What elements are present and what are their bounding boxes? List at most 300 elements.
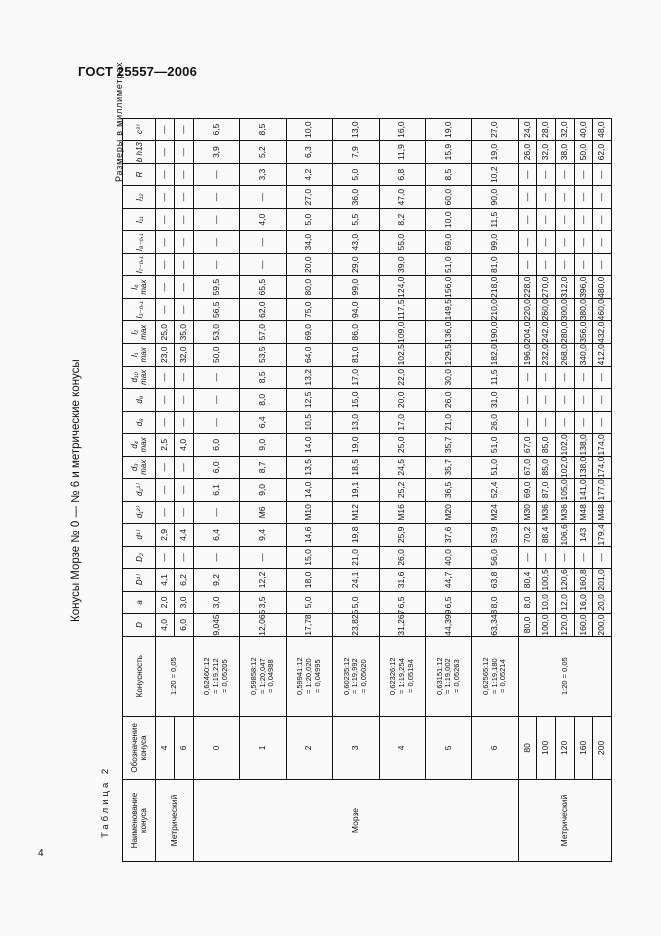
value-cell: — — [556, 411, 575, 434]
metric-small-group: Метрический — [156, 780, 193, 862]
value-cell: — — [574, 366, 593, 389]
value-cell: 380,0 — [574, 298, 593, 321]
value-cell: 27,0 — [472, 118, 518, 141]
value-cell: 23,825 — [333, 614, 379, 637]
value-cell: — — [537, 163, 556, 186]
value-cell: 48,0 — [593, 118, 612, 141]
morse-taper: 0,62460:12 = 1:19,212 = 0,05205 — [193, 636, 239, 716]
value-cell: — — [156, 118, 175, 141]
value-cell: 412,0 — [593, 344, 612, 367]
value-cell: 17,0 — [333, 366, 379, 389]
value-cell: 6,5 — [425, 591, 471, 614]
value-cell: 35,0 — [175, 321, 194, 344]
value-cell: 3,9 — [193, 141, 239, 164]
value-cell: 220,0 — [518, 298, 537, 321]
value-cell: 100,5 — [537, 569, 556, 592]
value-cell: 160,8 — [574, 569, 593, 592]
symbol-row — [123, 96, 156, 862]
value-cell: 12,2 — [240, 569, 286, 592]
symbol-cell: d₄ max — [123, 434, 156, 457]
value-cell: 9,0 — [240, 479, 286, 502]
value-cell: 3,5 — [240, 591, 286, 614]
value-cell: — — [593, 208, 612, 231]
value-cell: 26,0 — [379, 546, 425, 569]
value-cell: 69,0 — [518, 479, 537, 502]
value-cell: 50,0 — [574, 141, 593, 164]
value-cell: — — [175, 298, 194, 321]
value-cell: 138,0 — [574, 434, 593, 457]
cone-designation: 4 — [379, 716, 425, 779]
value-cell: 43,0 — [333, 231, 379, 254]
value-cell: 32,0 — [537, 141, 556, 164]
value-cell: 34,0 — [286, 231, 332, 254]
value-cell: 312,0 — [556, 276, 575, 299]
value-cell: — — [175, 456, 194, 479]
cone-designation: 4 — [156, 716, 175, 779]
value-cell: 27,0 — [286, 186, 332, 209]
value-cell: — — [574, 411, 593, 434]
value-cell: — — [156, 411, 175, 434]
value-cell: 86,0 — [333, 321, 379, 344]
value-cell: 37,6 — [425, 524, 471, 547]
value-cell: 20,0 — [286, 253, 332, 276]
value-cell: 106,6 — [556, 524, 575, 547]
value-cell: 51,0 — [425, 253, 471, 276]
value-cell: 65,5 — [240, 276, 286, 299]
value-cell: 69,0 — [286, 321, 332, 344]
page-number: 4 — [38, 848, 44, 859]
morse-group: Морзе — [193, 780, 518, 862]
value-cell: 8,0 — [518, 591, 537, 614]
value-cell: 14,0 — [286, 479, 332, 502]
cone-designation: 200 — [593, 716, 612, 779]
value-cell: 32,0 — [175, 344, 194, 367]
value-cell: 242,0 — [537, 321, 556, 344]
value-cell: 3,0 — [193, 591, 239, 614]
value-cell: — — [156, 141, 175, 164]
value-cell: 20,0 — [379, 389, 425, 412]
value-cell: 6,2 — [175, 569, 194, 592]
value-cell: 47,0 — [379, 186, 425, 209]
value-cell: 124,0 — [379, 276, 425, 299]
value-cell: 13,5 — [286, 456, 332, 479]
value-cell: — — [556, 389, 575, 412]
value-cell: 75,0 — [286, 298, 332, 321]
value-cell: — — [156, 546, 175, 569]
value-cell: 13,2 — [286, 366, 332, 389]
value-cell: 40,0 — [574, 118, 593, 141]
cone-designation: 120 — [556, 716, 575, 779]
value-cell: 179,4 — [593, 524, 612, 547]
value-cell: 52,4 — [472, 479, 518, 502]
value-cell: 11,5 — [472, 366, 518, 389]
value-cell: 26,0 — [472, 411, 518, 434]
value-cell: 53,5 — [240, 344, 286, 367]
value-cell: — — [156, 501, 175, 524]
value-cell: 67,0 — [518, 434, 537, 457]
value-cell: — — [193, 546, 239, 569]
value-cell: M20 — [425, 501, 471, 524]
value-cell: 120,6 — [556, 569, 575, 592]
value-cell: — — [556, 163, 575, 186]
value-cell: M30 — [518, 501, 537, 524]
metric-large-taper: 1:20 = 0,05 — [518, 636, 611, 716]
symbol-cell: d₉ — [123, 389, 156, 412]
value-cell: 19,8 — [333, 524, 379, 547]
value-cell: 4,0 — [156, 614, 175, 637]
value-cell: 9,2 — [193, 569, 239, 592]
value-cell: 8,7 — [240, 456, 286, 479]
value-cell: 149,5 — [425, 298, 471, 321]
value-cell: 44,399 — [425, 614, 471, 637]
value-cell: 31,0 — [472, 389, 518, 412]
cone-designation: 160 — [574, 716, 593, 779]
value-cell: — — [156, 389, 175, 412]
value-cell: 5,0 — [333, 591, 379, 614]
value-cell: 268,0 — [556, 344, 575, 367]
value-cell: — — [518, 208, 537, 231]
value-cell: M16 — [379, 501, 425, 524]
value-cell: 15,0 — [333, 389, 379, 412]
value-cell: — — [175, 253, 194, 276]
cone-designation: 80 — [518, 716, 537, 779]
value-cell: 35,7 — [425, 434, 471, 457]
value-cell: 15,0 — [286, 546, 332, 569]
value-cell: 10,0 — [286, 118, 332, 141]
value-cell: 80,4 — [518, 569, 537, 592]
value-cell: 204,0 — [518, 321, 537, 344]
value-cell: 5,0 — [286, 208, 332, 231]
table-label: Таблица 2 — [100, 765, 111, 838]
value-cell: 19,0 — [425, 118, 471, 141]
value-cell: 460,0 — [593, 298, 612, 321]
value-cell: 4,2 — [286, 163, 332, 186]
value-cell: M12 — [333, 501, 379, 524]
value-cell: — — [175, 366, 194, 389]
value-cell: 160,0 — [574, 614, 593, 637]
value-cell: 19,0 — [333, 434, 379, 457]
value-cell: 6,5 — [193, 118, 239, 141]
value-cell: — — [156, 231, 175, 254]
symbol-cell: d¹⁾ — [123, 524, 156, 547]
value-cell: M48 — [574, 501, 593, 524]
value-cell: — — [240, 546, 286, 569]
value-cell: — — [518, 389, 537, 412]
value-cell: 100,0 — [537, 614, 556, 637]
value-cell: 94,0 — [333, 298, 379, 321]
value-cell: — — [175, 546, 194, 569]
value-cell: — — [537, 411, 556, 434]
value-cell: 67,0 — [518, 456, 537, 479]
value-cell: 117,5 — [379, 298, 425, 321]
value-cell: 14,0 — [286, 434, 332, 457]
value-cell: 6,0 — [193, 434, 239, 457]
symbol-cell: l₁₂ — [123, 186, 156, 209]
value-cell: 190,0 — [472, 321, 518, 344]
value-cell: 29,0 — [333, 253, 379, 276]
symbol-cell: l₁₁ — [123, 208, 156, 231]
cone-row — [240, 96, 286, 862]
value-cell: 6,0 — [175, 614, 194, 637]
symbol-cell: l₇₋₀,₁ — [123, 253, 156, 276]
cone-row — [333, 96, 379, 862]
value-cell: 210,0 — [472, 298, 518, 321]
value-cell: 62,0 — [593, 141, 612, 164]
table-title: Конусы Морзе № 0 — № 6 и метрические конусы — [70, 359, 82, 622]
value-cell: — — [593, 389, 612, 412]
value-cell: 57,0 — [240, 321, 286, 344]
value-cell: 24,0 — [518, 118, 537, 141]
value-cell: — — [240, 186, 286, 209]
value-cell: — — [175, 163, 194, 186]
value-cell: 11,9 — [379, 141, 425, 164]
value-cell: 40,0 — [425, 546, 471, 569]
value-cell: 13,0 — [333, 118, 379, 141]
value-cell: — — [175, 231, 194, 254]
value-cell: 6,4 — [240, 411, 286, 434]
metric-small-taper: 1:20 = 0,05 — [156, 636, 193, 716]
value-cell: 88,4 — [537, 524, 556, 547]
value-cell: 25,2 — [379, 479, 425, 502]
cone-row — [574, 96, 593, 862]
designation-header: Обозначение конуса — [123, 716, 156, 779]
morse-taper: 0,59858:12 = 1:20,047 = 0,04988 — [240, 636, 286, 716]
value-cell: 12,5 — [286, 389, 332, 412]
value-cell: 143 — [574, 524, 593, 547]
value-cell: 8,5 — [240, 118, 286, 141]
symbol-D: D — [123, 614, 156, 637]
value-cell: — — [175, 479, 194, 502]
cone-designation: 6 — [175, 716, 194, 779]
cone-row — [537, 96, 556, 862]
value-cell: 200,0 — [593, 614, 612, 637]
spec-table-container — [122, 95, 612, 862]
value-cell: 81,0 — [333, 344, 379, 367]
value-cell: 182,0 — [472, 344, 518, 367]
value-cell: — — [574, 163, 593, 186]
value-cell: — — [518, 411, 537, 434]
value-cell: 480,0 — [593, 276, 612, 299]
value-cell: 270,0 — [537, 276, 556, 299]
value-cell: 105,0 — [556, 479, 575, 502]
value-cell: — — [593, 163, 612, 186]
value-cell: — — [537, 366, 556, 389]
value-cell: 62,0 — [240, 298, 286, 321]
value-cell: 19,0 — [472, 141, 518, 164]
symbol-cell: l₈₋₀,₁ — [123, 231, 156, 254]
value-cell: 6,8 — [379, 163, 425, 186]
cone-row — [518, 96, 537, 862]
value-cell: — — [175, 276, 194, 299]
symbol-cell: d₃ max — [123, 456, 156, 479]
value-cell: — — [156, 366, 175, 389]
value-cell: 8,2 — [379, 208, 425, 231]
symbol-cell: D¹⁾ — [123, 569, 156, 592]
document-header: ГОСТ 25557—2006 — [78, 64, 197, 79]
value-cell: 16,0 — [574, 591, 593, 614]
value-cell: — — [556, 253, 575, 276]
value-cell: — — [574, 231, 593, 254]
value-cell: 59,5 — [193, 276, 239, 299]
value-cell: 156,0 — [425, 276, 471, 299]
value-cell: — — [574, 208, 593, 231]
value-cell: 21,0 — [333, 546, 379, 569]
value-cell: — — [156, 253, 175, 276]
cone-row — [472, 96, 518, 862]
value-cell: 22,0 — [379, 366, 425, 389]
value-cell: M36 — [556, 501, 575, 524]
symbol-cell: l₃₋₀,₁ — [123, 298, 156, 321]
value-cell: 20,0 — [593, 591, 612, 614]
value-cell: — — [556, 546, 575, 569]
value-cell: 30,0 — [425, 366, 471, 389]
value-cell: 99,0 — [333, 276, 379, 299]
value-cell: 102,0 — [556, 456, 575, 479]
value-cell: 28,0 — [537, 118, 556, 141]
value-cell: 174,0 — [593, 434, 612, 457]
symbol-cell: d₈ — [123, 411, 156, 434]
value-cell: 26,0 — [518, 141, 537, 164]
cone-row — [193, 96, 239, 862]
value-cell: 21,0 — [425, 411, 471, 434]
morse-taper: 0,59941:12 = 1:20,020 = 0,04995 — [286, 636, 332, 716]
value-cell: — — [175, 208, 194, 231]
value-cell: — — [537, 231, 556, 254]
value-cell: — — [156, 163, 175, 186]
value-cell: 4,4 — [175, 524, 194, 547]
value-cell: 396,0 — [574, 276, 593, 299]
value-cell: 9,045 — [193, 614, 239, 637]
value-cell: — — [175, 141, 194, 164]
symbol-cell: l₄ max — [123, 276, 156, 299]
cone-designation: 3 — [333, 716, 379, 779]
value-cell: 3,0 — [175, 591, 194, 614]
value-cell: 2,5 — [156, 434, 175, 457]
value-cell: 4,0 — [240, 208, 286, 231]
cone-row — [556, 96, 575, 862]
value-cell: M36 — [537, 501, 556, 524]
value-cell: — — [518, 366, 537, 389]
value-cell: 4,0 — [175, 434, 194, 457]
value-cell: — — [156, 456, 175, 479]
cone-row — [286, 96, 332, 862]
value-cell: 36,0 — [333, 186, 379, 209]
value-cell: 32,0 — [556, 118, 575, 141]
value-cell: 356,0 — [574, 321, 593, 344]
value-cell: 138,0 — [574, 456, 593, 479]
value-cell: — — [593, 186, 612, 209]
value-cell: 201,0 — [593, 569, 612, 592]
value-cell: 87,0 — [537, 479, 556, 502]
value-cell: 85,0 — [537, 434, 556, 457]
value-cell: 5,0 — [333, 163, 379, 186]
value-cell: 69,0 — [425, 231, 471, 254]
value-cell: 2,0 — [156, 591, 175, 614]
value-cell: 12,0 — [556, 591, 575, 614]
value-cell: 85,0 — [537, 456, 556, 479]
value-cell: 53,9 — [472, 524, 518, 547]
value-cell: — — [193, 231, 239, 254]
value-cell: — — [518, 163, 537, 186]
value-cell: 51,0 — [472, 434, 518, 457]
value-cell: — — [574, 389, 593, 412]
cone-row — [175, 96, 194, 862]
value-cell: — — [574, 186, 593, 209]
value-cell: 31,6 — [379, 569, 425, 592]
symbol-cell: b h13 — [123, 141, 156, 164]
value-cell: 14,6 — [286, 524, 332, 547]
value-cell: 15,9 — [425, 141, 471, 164]
value-cell: 51,0 — [472, 456, 518, 479]
value-cell: — — [193, 208, 239, 231]
value-cell: 25,0 — [379, 434, 425, 457]
value-cell: — — [193, 501, 239, 524]
value-cell: 2,9 — [156, 524, 175, 547]
value-cell: M6 — [240, 501, 286, 524]
value-cell: 50,0 — [193, 344, 239, 367]
value-cell: — — [593, 366, 612, 389]
value-cell: — — [175, 186, 194, 209]
value-cell: — — [556, 231, 575, 254]
cone-designation: 2 — [286, 716, 332, 779]
value-cell: 24,1 — [333, 569, 379, 592]
value-cell: 8,5 — [240, 366, 286, 389]
value-cell: 218,0 — [472, 276, 518, 299]
symbol-cell: l₂ max — [123, 321, 156, 344]
value-cell: — — [193, 186, 239, 209]
value-cell: 102,5 — [379, 344, 425, 367]
value-cell: 6,0 — [193, 456, 239, 479]
symbol-cell: R — [123, 163, 156, 186]
value-cell: — — [593, 546, 612, 569]
value-cell: — — [556, 186, 575, 209]
value-cell: 63,8 — [472, 569, 518, 592]
value-cell: 196,0 — [518, 344, 537, 367]
value-cell: 80,0 — [518, 614, 537, 637]
value-cell: — — [556, 366, 575, 389]
value-cell: — — [574, 253, 593, 276]
value-cell: 129,5 — [425, 344, 471, 367]
value-cell: 25,9 — [379, 524, 425, 547]
value-cell: M10 — [286, 501, 332, 524]
cone-row — [156, 96, 175, 862]
value-cell: 11,5 — [472, 208, 518, 231]
cone-designation: 1 — [240, 716, 286, 779]
value-cell: 70,2 — [518, 524, 537, 547]
value-cell: 109,0 — [379, 321, 425, 344]
symbol-cell: D₂ — [123, 546, 156, 569]
cone-designation: 6 — [472, 716, 518, 779]
morse-taper: 0,60235:12 = 1:19,992 = 0,05020 — [333, 636, 379, 716]
value-cell: — — [156, 479, 175, 502]
value-cell: 18,5 — [333, 456, 379, 479]
value-cell: 300,0 — [556, 298, 575, 321]
value-cell: 13,0 — [333, 411, 379, 434]
value-cell: — — [518, 231, 537, 254]
value-cell: 17,0 — [379, 411, 425, 434]
value-cell: 6,5 — [379, 591, 425, 614]
value-cell: 260,0 — [537, 298, 556, 321]
value-cell: 10,5 — [286, 411, 332, 434]
symbol-cell: a — [123, 591, 156, 614]
symbol-cell: l₁ max — [123, 344, 156, 367]
value-cell: — — [193, 411, 239, 434]
value-cell: — — [193, 389, 239, 412]
value-cell: M24 — [472, 501, 518, 524]
value-cell: 55,0 — [379, 231, 425, 254]
value-cell: — — [537, 546, 556, 569]
morse-taper: 0,63151:12 = 1:19,002 = 0,05263 — [425, 636, 471, 716]
